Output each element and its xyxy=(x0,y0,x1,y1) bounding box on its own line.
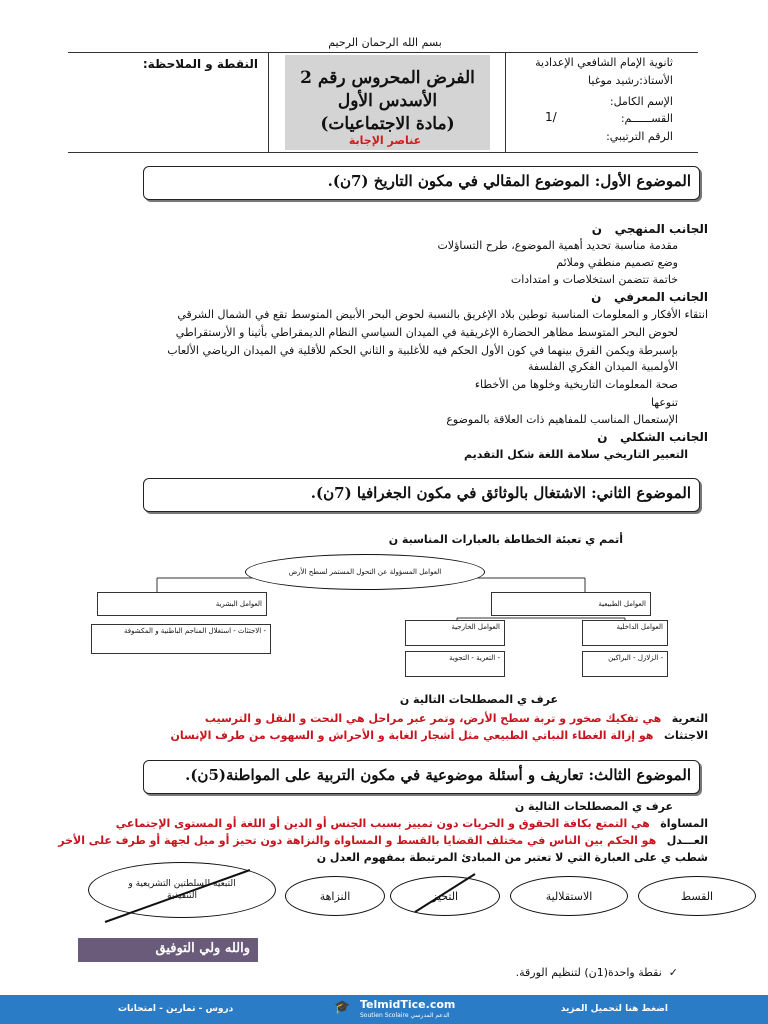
method-line-2: وضع تصميم منطقي وملائم xyxy=(556,256,678,269)
number-label: الرقم الترتيبي: xyxy=(606,130,673,143)
def-erosion-term: التعرية xyxy=(671,712,708,725)
footer-bar[interactable] xyxy=(0,995,768,1024)
def-justice-term: العـــدل xyxy=(666,834,708,847)
diagram-internal-items: - الزلازل - البراكين xyxy=(582,651,668,677)
factors-diagram xyxy=(85,548,670,688)
topic2-task2: عرف ي المصطلحات التالية ن xyxy=(399,693,558,706)
graduation-cap-icon: 🎓 xyxy=(334,1000,351,1015)
topic3-task2: شطب ي على العبارة التي لا تعتبر من المبادئ المرتبطة بمفهوم العدل ن xyxy=(316,851,708,864)
def-deforestation-term: الاجتثاث xyxy=(663,729,708,742)
name-label: الإسم الكامل: xyxy=(609,95,673,108)
footer-download-link[interactable]: اضغط هنا لتحميل المزيد xyxy=(560,1004,668,1014)
footer-lessons-link[interactable]: دروس - تمارين - امتحانات xyxy=(118,1004,234,1014)
method-line-1: مقدمة مناسبة تحديد أهمية الموضوع، طرح التساؤلات xyxy=(437,239,678,252)
exam-title-line-2: الأسدس الأول xyxy=(337,91,438,111)
topic2-title-box xyxy=(143,478,700,512)
grade-label: النقطة و الملاحظة: xyxy=(142,57,258,71)
option-oval-2[interactable]: الاستقلالية xyxy=(510,876,628,916)
class-label: القســــــم: xyxy=(620,112,673,125)
knowledge-line-1: انتقاء الأفكار و المعلومات المناسبة توطين بلاد الإغريق بالنسبة لحوض البحر الأبيض المتوسط تقع في الشمال الشرقي xyxy=(177,308,708,321)
option-oval-5[interactable]: التبعية للسلطتين التشريعية و التنفيذية xyxy=(88,862,276,918)
form-heading: الجانب الشكلي ن xyxy=(597,430,708,444)
knowledge-line-6: تنوعها xyxy=(650,396,678,409)
topic3-title-box xyxy=(143,760,700,794)
form-mark: ن xyxy=(597,430,608,444)
topic1-title-box xyxy=(143,166,700,200)
option-oval-3[interactable]: التحيز xyxy=(390,876,500,916)
answers-label: عناصر الإجابة xyxy=(348,134,422,147)
topic3-task1: عرف ي المصطلحات التالية ن xyxy=(514,800,673,813)
knowledge-mark: ن xyxy=(591,290,602,304)
basmala: بسم الله الرحمان الرحيم xyxy=(328,36,442,49)
knowledge-line-2: لحوض البحر المتوسط مظاهر الحضارة الإغريقية في الميدان السياسي النظام الديمقراطي بأثينا و الأرستقراطي xyxy=(175,326,678,339)
diagram-external-box: العوامل الخارجية xyxy=(405,620,505,646)
closing-text: والله ولي التوفيق xyxy=(155,941,250,956)
def-equality-text: هي التمتع بكافة الحقوق و الحريات دون تمييز بسبب الجنس أو الدين أو اللغة أو المستوى الإجتماعي xyxy=(115,817,650,830)
topic2-def2 xyxy=(171,728,708,743)
class-value: 1/ xyxy=(545,110,557,124)
method-mark: ن xyxy=(591,222,603,236)
diagram-human-items: - الاجتثاث - استغلال المناجم الباطنية و المكشوفة xyxy=(91,624,271,654)
def-justice-text: هو الحكم بين الناس في مختلف القضايا بالقسط و المساواة والنزاهة دون تحيز أو ميل لجهة أو طرف على الأخر xyxy=(58,834,657,847)
exam-title-line-1: الفرض المحروس رقم 2 xyxy=(300,68,475,88)
def-equality-term: المساواة xyxy=(660,817,708,830)
knowledge-line-4: الأولمبية الميدان الفكري الفلسفة xyxy=(528,360,678,373)
diagram-external-items: - التعرية - التجوية xyxy=(405,651,505,677)
def-erosion-text: هي تفكيك صخور و تربة سطح الأرض، وتمر عبر مراحل هي النحت و النقل و الترسيب xyxy=(204,712,662,725)
topic1-title: الموضوع الأول: الموضوع المقالي في مكون التاريخ (7ن). xyxy=(327,172,691,190)
topic3-def1 xyxy=(116,816,708,831)
diagram-natural-box: العوامل الطبيعية xyxy=(491,592,651,616)
diagram-internal-box: العوامل الداخلية xyxy=(582,620,668,646)
check-icon: ✓ xyxy=(668,966,678,979)
knowledge-heading: الجانب المعرفي ن xyxy=(591,290,708,304)
def-deforestation-text: هو إزالة الغطاء النباتي الطبيعي مثل أشجار الغابة و الأحراش و السهوب من طرف الإنسان xyxy=(170,729,654,742)
teacher-name: الأستاذ:رشيد موغيا xyxy=(588,74,673,87)
method-heading: الجانب المنهجي ن xyxy=(591,222,708,236)
method-line-3: خاتمة تتضمن استخلاصات و امتدادات xyxy=(510,273,678,286)
option-oval-1[interactable]: القسط xyxy=(638,876,756,916)
diagram-root-oval: العوامل المسؤولة عن التحول المستمر لسطح الأرض xyxy=(245,554,485,590)
knowledge-line-7: الإستعمال المناسب للمفاهيم ذات العلاقة بالموضوع xyxy=(446,413,678,426)
topic2-def1 xyxy=(205,711,708,726)
topic2-title: الموضوع الثاني: الاشتغال بالوثائق في مكون الجغرافيا (7ن). xyxy=(310,484,691,502)
option-oval-4[interactable]: النزاهة xyxy=(285,876,385,916)
organization-note: ✓ نقطة واحدة(1ن) لتنظيم الورقة. xyxy=(515,966,678,979)
school-name: ثانوية الإمام الشافعي الإعدادية xyxy=(535,56,673,69)
knowledge-line-3: بإسبرطة ويكمن الفرق بينهما في كون الأول الحكم فيه للأغلبية و الثاني الحكم للأقلية في الميدان الرياضي الألعاب xyxy=(167,344,678,357)
footer-brand[interactable]: TelmidTice.com xyxy=(360,998,456,1011)
diagram-human-box: العوامل البشرية xyxy=(97,592,267,616)
topic3-title: الموضوع الثالث: تعاريف و أسئلة موضوعية في مكون التربية على المواطنة(5ن). xyxy=(185,766,691,784)
topic3-def2 xyxy=(58,833,708,848)
footer-brand-sub: Soutien Scolaire الدعم المدرسي xyxy=(360,1012,450,1019)
knowledge-line-5: صحة المعلومات التاريخية وخلوها من الأخطاء xyxy=(474,378,678,391)
strike-marks xyxy=(0,866,768,926)
exam-title-line-3: (مادة الاجتماعيات) xyxy=(320,114,455,134)
form-line: التعبير التاريخي سلامة اللغة شكل التقديم xyxy=(464,448,688,461)
topic2-task1: أتمم ي تعبئة الخطاطة بالعبارات المناسبة ن xyxy=(388,533,623,546)
